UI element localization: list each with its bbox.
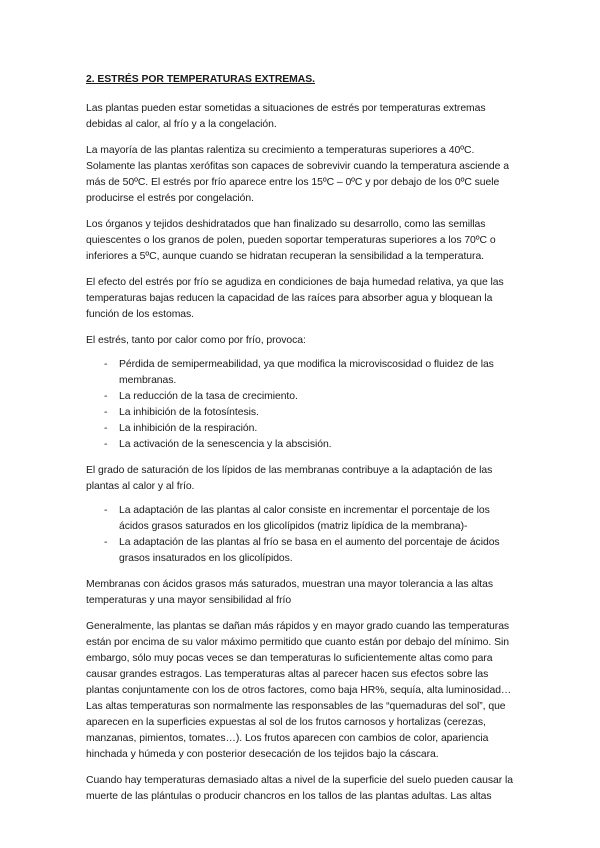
list-item: - La reducción de la tasa de crecimiento. <box>104 389 514 405</box>
paragraph-quemaduras: Las altas temperaturas son normalmente las responsables de las “quemaduras del sol”, que aparecen en la superficies expuestas al sol de los frutos carnosos y hortalizas (cerezas, manzanas, pimientos, tomates…). Los frutos aparecen con cambios de color, apariencia hinchada y húmeda y con posterior desecación de los tejidos bajo la cáscara. <box>86 701 506 760</box>
paragraph-organos: Los órganos y tejidos deshidratados que han finalizado su desarrollo, como las semillas quiescentes o los granos de polen, pueden soportar temperaturas superiores a los 70ºC o inferiores a 5ºC, aunque cuando se hidratan recuperan la sensibilidad a la temperatura. <box>86 219 496 262</box>
section-heading: 2. ESTRÉS POR TEMPERATURAS EXTREMAS. <box>86 74 315 85</box>
list-item: - La activación de la senescencia y la abscisión. <box>104 437 514 453</box>
paragraph-suelo: Cuando hay temperaturas demasiado altas a nivel de la superficie del suelo pueden causar la muerte de las plántulas o producir chancros en los tallos de las plantas adultas. Las altas <box>86 775 513 802</box>
list-item: - La inhibición de la respiración. <box>104 421 514 437</box>
paragraph-provoca: El estrés, tanto por calor como por frío, provoca: <box>86 335 306 346</box>
paragraph-intro: Las plantas pueden estar sometidas a situaciones de estrés por temperaturas extremas debidas al calor, al frío y a la congelación. <box>86 103 486 130</box>
list-item: - Pérdida de semipermeabilidad, ya que modifica la microviscosidad o fluidez de las membranas. <box>104 357 514 389</box>
list-item: - La adaptación de las plantas al frío se basa en el aumento del porcentaje de ácidos grasos insaturados en los glicolípidos. <box>104 535 514 567</box>
paragraph-mayoria: La mayoría de las plantas ralentiza su crecimiento a temperaturas superiores a 40ºC. Solamente las plantas xerófitas son capaces de sobrevivir cuando la temperatura asciende a más de 50ºC. El estrés por frío aparece entre los 15ºC – 0ºC y por debajo de los 0ºC suele producirse el estrés por congelación. <box>86 145 509 204</box>
paragraph-membranas: Membranas con ácidos grasos más saturados, muestran una mayor tolerancia a las altas temperaturas y una mayor sensibilidad al frío <box>86 579 494 606</box>
adaptation-list <box>86 503 514 567</box>
paragraph-efecto: El efecto del estrés por frío se agudiza en condiciones de baja humedad relativa, ya que las temperaturas bajas reducen la capacidad de las raíces para absorber agua y bloquean la función de los estomas. <box>86 277 504 320</box>
list-item: - La inhibición de la fotosíntesis. <box>104 405 514 421</box>
paragraph-generalmente: Generalmente, las plantas se dañan más rápidos y en mayor grado cuando las temperaturas están por encima de su valor máximo permitido que cuanto están por debajo del mínimo. Sin embargo, sólo muy pocas veces se dan temperaturas lo suficientemente altas como para causar grandes estragos. Las temperaturas altas al parecer hacen sus efectos sobre las plantas conjuntamente con los de otros factores, como baja HR%, sequía, alta luminosidad… <box>86 621 512 696</box>
effects-list <box>86 357 514 453</box>
paragraph-grado: El grado de saturación de los lípidos de las membranas contribuye a la adaptación de las plantas al calor y al frío. <box>86 465 493 492</box>
list-item: - La adaptación de las plantas al calor consiste en incrementar el porcentaje de los ácidos grasos saturados en los glicolípidos (matriz lipídica de la membrana)- <box>104 503 514 535</box>
